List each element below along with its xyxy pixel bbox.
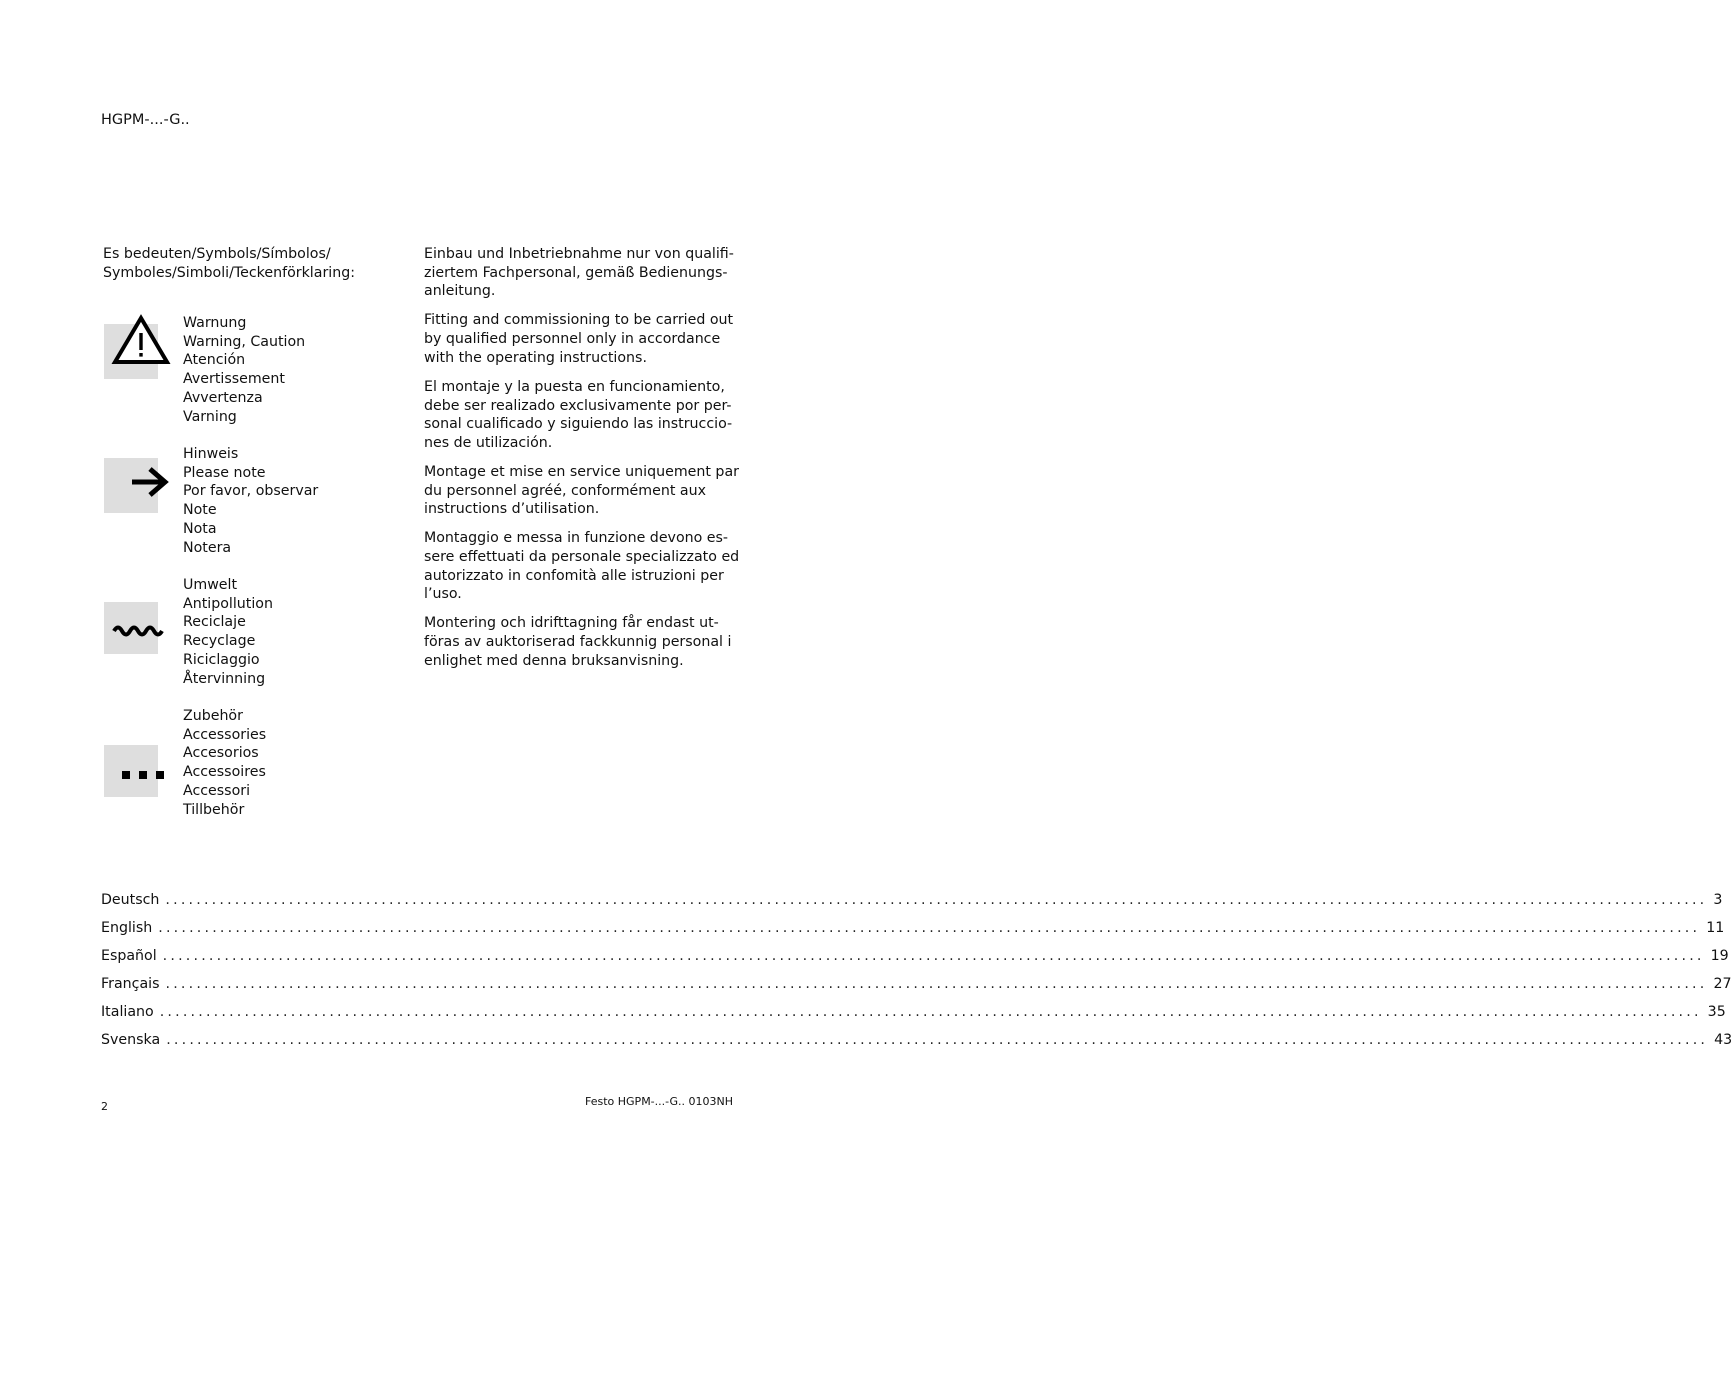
- toc-page-number: 35: [1707, 1004, 1726, 1020]
- symbol-label: Atención: [183, 352, 246, 369]
- toc-language: Français: [101, 976, 160, 992]
- symbol-label: Zubehör: [183, 708, 243, 724]
- symbol-label: Reciclaje: [183, 614, 246, 631]
- toc-entry-espanol[interactable]: [101, 948, 1729, 976]
- accessories-labels: [183, 707, 266, 819]
- toc-leader-dots: ........................................................................................................................................................................................................: [158, 920, 1701, 936]
- notice-line: sonal cualificado y siguiendo las instruccio-: [424, 416, 733, 433]
- toc-leader-dots: ........................................................................................................................................................................................................: [165, 976, 1708, 992]
- symbol-label: Por favor, observar: [183, 483, 319, 500]
- symbols-heading-line: Symboles/Simboli/Teckenförklaring:: [103, 264, 355, 281]
- symbol-label: Warning, Caution: [183, 333, 306, 350]
- toc-leader-dots: ........................................................................................................................................................................................................: [159, 1004, 1702, 1020]
- warning-symbol-box: [104, 324, 158, 379]
- symbols-heading-line: Es bedeuten/Symbols/Símbolos/: [103, 246, 331, 262]
- symbol-label: Accesorios: [183, 745, 259, 762]
- notice-line: autorizzato in confomità alle istruzioni per: [424, 567, 724, 584]
- notice-line: sere effettuati da personale specializzato ed: [424, 549, 740, 566]
- symbol-label: Recyclage: [183, 633, 256, 650]
- symbol-label: Antipollution: [183, 595, 273, 612]
- note-labels: [183, 445, 318, 557]
- notice-line: by qualified personnel only in accordance: [424, 331, 721, 348]
- toc-language: Español: [101, 948, 157, 964]
- warning-labels: [183, 314, 305, 426]
- notice-line: anleitung.: [424, 283, 496, 300]
- notice-paragraph-en: [424, 311, 734, 367]
- symbol-label: Tillbehör: [183, 801, 245, 818]
- toc-language: English: [101, 920, 153, 936]
- toc-language: Svenska: [101, 1032, 161, 1048]
- environment-symbol-box: [104, 602, 158, 654]
- notice-line: El montaje y la puesta en funcionamiento,: [424, 378, 725, 395]
- arrow-right-icon: [104, 458, 158, 513]
- notice-line: l’uso.: [424, 586, 462, 603]
- symbol-label: Hinweis: [183, 446, 239, 462]
- notice-line: with the operating instructions.: [424, 349, 647, 366]
- notice-line: du personnel agréé, conformément aux: [424, 482, 706, 499]
- toc-entry-francais[interactable]: [101, 976, 1732, 1004]
- toc-page-number: 3: [1713, 892, 1723, 908]
- notice-line: debe ser realizado exclusivamente por per-: [424, 397, 732, 414]
- notice-line: Einbau und Inbetriebnahme nur von qualifi-: [424, 246, 734, 262]
- accessories-symbol-box: [104, 745, 158, 797]
- symbol-label: Notera: [183, 539, 232, 556]
- notice-line: instructions d’utilisation.: [424, 501, 600, 518]
- notice-line: Montage et mise en service uniquement par: [424, 463, 739, 480]
- toc-entry-english[interactable]: [101, 920, 1725, 948]
- notice-paragraph-it: [424, 529, 740, 604]
- symbol-label: Riciclaggio: [183, 651, 260, 668]
- notice-paragraph-de: [424, 245, 734, 301]
- notice-paragraph-es: [424, 378, 733, 453]
- symbol-label: Note: [183, 502, 217, 519]
- symbol-label: Umwelt: [183, 577, 238, 593]
- symbol-label: Avertissement: [183, 371, 285, 388]
- notice-line: enlighet med denna bruksanvisning.: [424, 652, 684, 669]
- language-table-of-contents: [101, 892, 1732, 1060]
- toc-page-number: 19: [1710, 948, 1729, 964]
- notice-line: Montering och idrifttagning får endast ut-: [424, 615, 719, 632]
- environment-labels: [183, 576, 273, 688]
- qualified-personnel-notice: [424, 245, 740, 681]
- toc-entry-italiano[interactable]: [101, 1004, 1726, 1032]
- toc-page-number: 43: [1714, 1032, 1732, 1048]
- notice-line: föras av auktoriserad fackkunnig personal i: [424, 634, 732, 651]
- symbol-label: Accessoires: [183, 764, 266, 781]
- notice-paragraph-sv: [424, 614, 732, 670]
- notice-line: Montaggio e messa in funzione devono es-: [424, 530, 729, 547]
- symbol-label: Varning: [183, 408, 237, 425]
- warning-triangle-icon: [104, 324, 158, 379]
- notice-paragraph-fr: [424, 463, 739, 519]
- toc-entry-svenska[interactable]: [101, 1032, 1732, 1060]
- document-code-footer: Festo HGPM-...-G.. 0103NH: [585, 1095, 734, 1108]
- toc-entry-deutsch[interactable]: [101, 892, 1723, 920]
- symbol-label: Accessori: [183, 782, 251, 799]
- symbol-label: Nota: [183, 520, 217, 537]
- symbol-label: Please note: [183, 464, 266, 481]
- note-symbol-box: [104, 458, 158, 513]
- toc-page-number: 11: [1706, 920, 1725, 936]
- toc-leader-dots: ........................................................................................................................................................................................................: [166, 1032, 1709, 1048]
- wave-icon: [104, 602, 158, 654]
- three-squares-icon: [104, 745, 158, 797]
- toc-language: Deutsch: [101, 892, 160, 908]
- toc-language: Italiano: [101, 1004, 154, 1020]
- toc-page-number: 27: [1713, 976, 1732, 992]
- notice-line: nes de utilización.: [424, 434, 553, 451]
- symbol-label: Återvinning: [183, 670, 266, 687]
- page-number: 2: [101, 1100, 108, 1113]
- toc-leader-dots: ........................................................................................................................................................................................................: [162, 948, 1705, 964]
- symbols-heading: [103, 245, 355, 282]
- toc-leader-dots: ........................................................................................................................................................................................................: [165, 892, 1708, 908]
- symbol-label: Accessories: [183, 726, 267, 743]
- notice-line: Fitting and commissioning to be carried out: [424, 312, 734, 329]
- symbol-label: Avvertenza: [183, 389, 263, 406]
- symbol-label: Warnung: [183, 315, 247, 331]
- notice-line: ziertem Fachpersonal, gemäß Bedienungs-: [424, 264, 728, 281]
- product-code-header: HGPM-...-G..: [101, 112, 190, 128]
